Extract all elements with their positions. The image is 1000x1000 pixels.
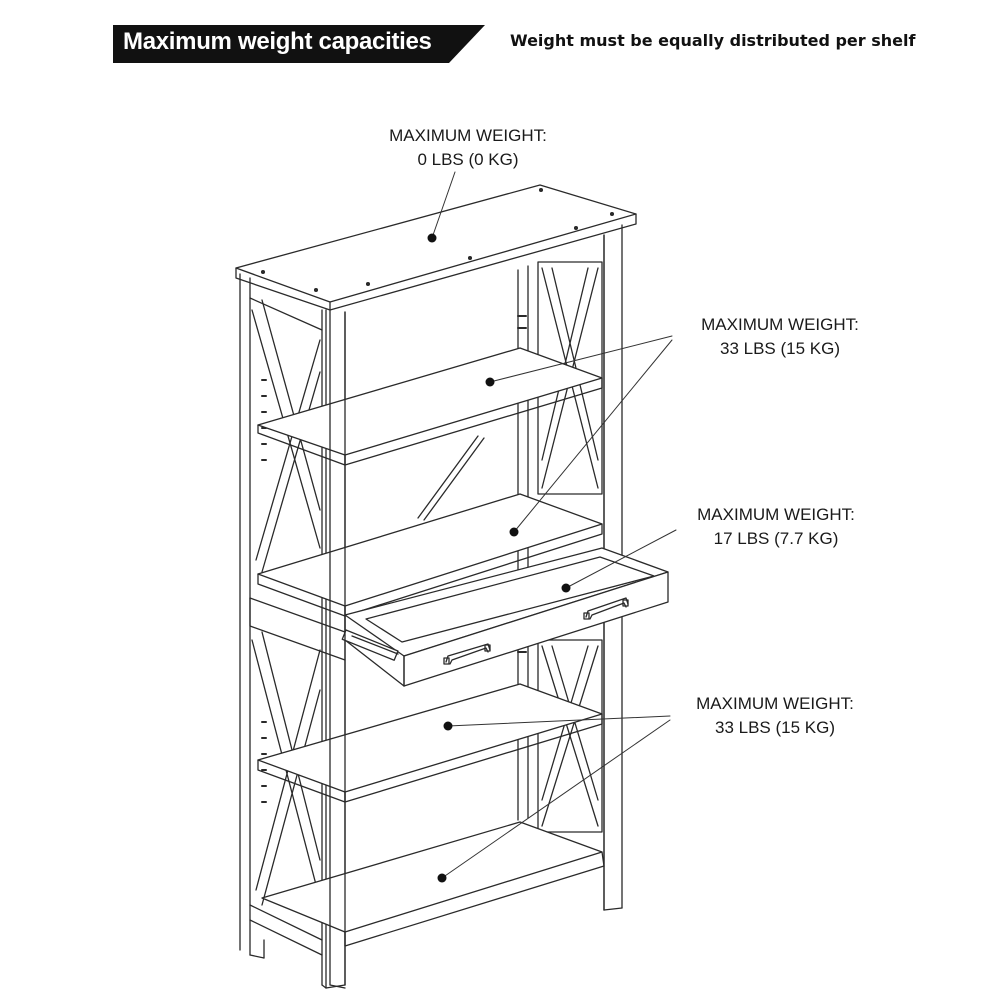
drawer-rail xyxy=(250,598,345,660)
distribution-note: Weight must be equally distributed per shelf xyxy=(510,31,916,50)
marker-top xyxy=(428,234,437,243)
callout-lower-shelves xyxy=(678,692,872,740)
callout-drawer-label: MAXIMUM WEIGHT: xyxy=(697,505,855,524)
marker-lower-shelf xyxy=(444,722,453,731)
callout-upper-shelves xyxy=(684,313,876,361)
marker-bottom-shelf xyxy=(438,874,447,883)
callout-top-value: 0 LBS (0 KG) xyxy=(417,150,519,169)
bottom-shelf xyxy=(262,822,604,946)
callout-upper-shelves-value: 33 LBS (15 KG) xyxy=(719,339,840,358)
callout-drawer xyxy=(680,503,872,551)
left-side-holes xyxy=(262,380,266,802)
callout-lower-shelves-value: 33 LBS (15 KG) xyxy=(714,718,835,737)
callout-lower-shelves-label: MAXIMUM WEIGHT: xyxy=(696,694,854,713)
callout-drawer-value: 17 LBS (7.7 KG) xyxy=(713,529,839,548)
top-panel xyxy=(236,185,636,310)
page-title: Maximum weight capacities xyxy=(123,28,432,55)
callout-top-label: MAXIMUM WEIGHT: xyxy=(389,126,547,145)
callout-upper-shelves-label: MAXIMUM WEIGHT: xyxy=(701,315,859,334)
callout-top xyxy=(370,124,566,172)
marker-upper-shelf xyxy=(486,378,495,387)
marker-drawer xyxy=(562,584,571,593)
lower-shelf xyxy=(258,684,602,802)
right-side-x-brace-lower xyxy=(538,640,602,832)
marker-middle-shelf xyxy=(510,528,519,537)
